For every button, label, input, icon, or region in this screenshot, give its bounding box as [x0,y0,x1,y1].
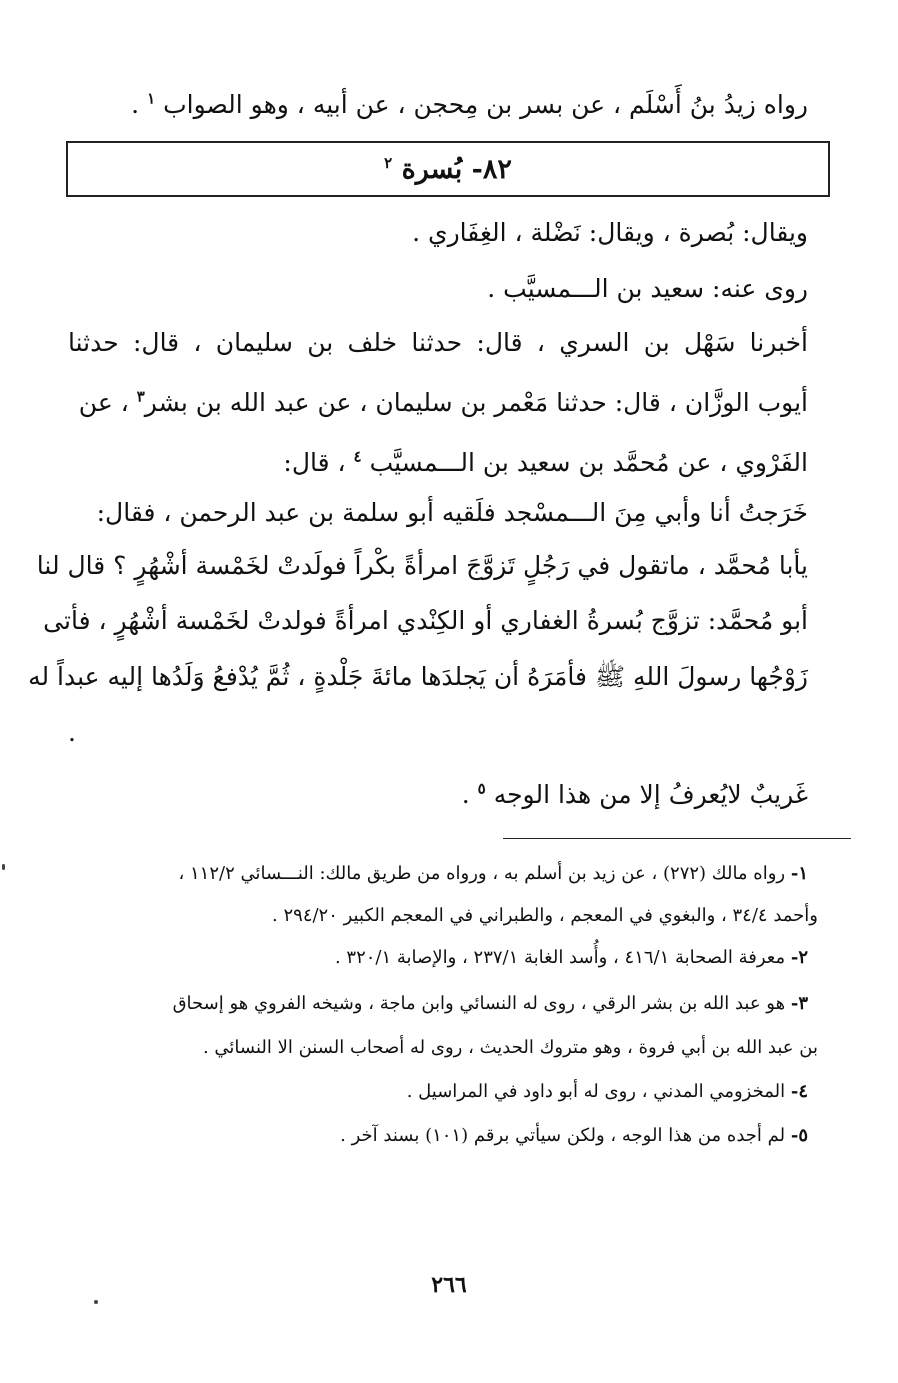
footnote-item: ١- رواه مالك (٢٧٢) ، عن زيد بن أسلم به ، ورواه من طريق مالك: النـــسائي ١١٢/٢ ، [178,863,808,884]
isnad-line: أيوب الوزَّان ، قال: حدثنا مَعْمر بن سليمان ، عن عبد الله بن بشر$^٣$ ، عن [78,387,808,417]
matn-line: أبو مُحمَّد: تزوَّج بُسرةُ الغفاري أو الكِنْدي امرأةً فولدتْ لخَمْسة أشْهُرٍ ، فأتى [43,606,808,635]
narrated-by-line: روى عنه: سعيد بن الـــمسيَّب . [487,274,808,303]
footnote-divider [503,838,851,839]
carryover-line: رواه زيدُ بنُ أَسْلَم ، عن بسر بن مِحجن ، عن أبيه ، وهو الصواب $^١$ . [131,89,808,119]
carryover-text: رواه زيدُ بنُ أَسْلَم ، عن بسر بن مِحجن ، عن أبيه ، وهو الصواب [163,90,808,119]
footnote-continuation: بن عبد الله بن أبي فروة ، وهو متروك الحديث ، روى له أصحاب السنن الا النسائي . [202,1037,818,1058]
entry-title-box [66,141,830,197]
entry-title: ٨٢- بُسرة $^٢$ [384,153,512,185]
footnote-ref[interactable]: ٤ [353,447,362,466]
footnote-ref[interactable]: ٢ [384,153,393,172]
footnote-item: ٣- هو عبد الله بن بشر الرقي ، روى له النسائي وابن ماجة ، وشيخه الفروي هو إسحاق [172,993,808,1014]
scan-speck [2,864,5,870]
matn-line: زَوْجُها رسولَ اللهِ ﷺ فأمَرَهُ أن يَجلدَها مائةَ جَلْدةٍ ، ثُمَّ يُدْفعُ وَلَدُها إليه عبداً له [28,662,808,691]
footnote-item: ٢- معرفة الصحابة ٤١٦/١ ، وأُسد الغابة ٢٣٧/١ ، والإصابة ٣٢٠/١ . [334,947,808,968]
footnote-continuation: وأحمد ٣٤/٤ ، والبغوي في المعجم ، والطبراني في المعجم الكبير ٢٩٤/٢٠ . [272,905,818,926]
matn-line: يأبا مُحمَّد ، ماتقول في رَجُلٍ تَزوَّجَ امرأةً بكْراً فولَدتْ لخَمْسة أشْهُرٍ ؟ قال لنا [36,551,808,580]
footnote-ref[interactable]: ٥ [477,779,486,798]
page-number: ٢٦٦ [431,1272,467,1298]
matn-end: . [68,718,76,747]
matn-line: خَرَجتُ أنا وأبي مِنَ الـــمسْجد فلَقيه أبو سلمة بن عبد الرحمن ، فقال: [96,498,808,527]
footnote-ref[interactable]: ٣ [136,387,145,406]
footnote-item: ٥- لم أجده من هذا الوجه ، ولكن سيأتي برقم (١٠١) بسند آخر . [340,1125,808,1146]
scan-speck [94,1300,98,1304]
isnad-line: الفَرْوي ، عن مُحمَّد بن سعيد بن الـــمسيَّب $^٤$ ، قال: [283,447,808,477]
footnote-ref[interactable]: ١ [147,89,156,108]
footnote-item: ٤- المخزومي المدني ، روى له أبو داود في المراسيل . [406,1081,808,1102]
grading-line: غَريبٌ لايُعرفُ إلا من هذا الوجه $^٥$ . [461,779,808,809]
isnad-line: أخبرنا سَهْل بن السري ، قال: حدثنا خلف بن سليمان ، قال: حدثنا [68,328,808,357]
alt-names-line: ويقال: بُصرة ، ويقال: نَضْلة ، الغِفَاري . [412,218,808,247]
